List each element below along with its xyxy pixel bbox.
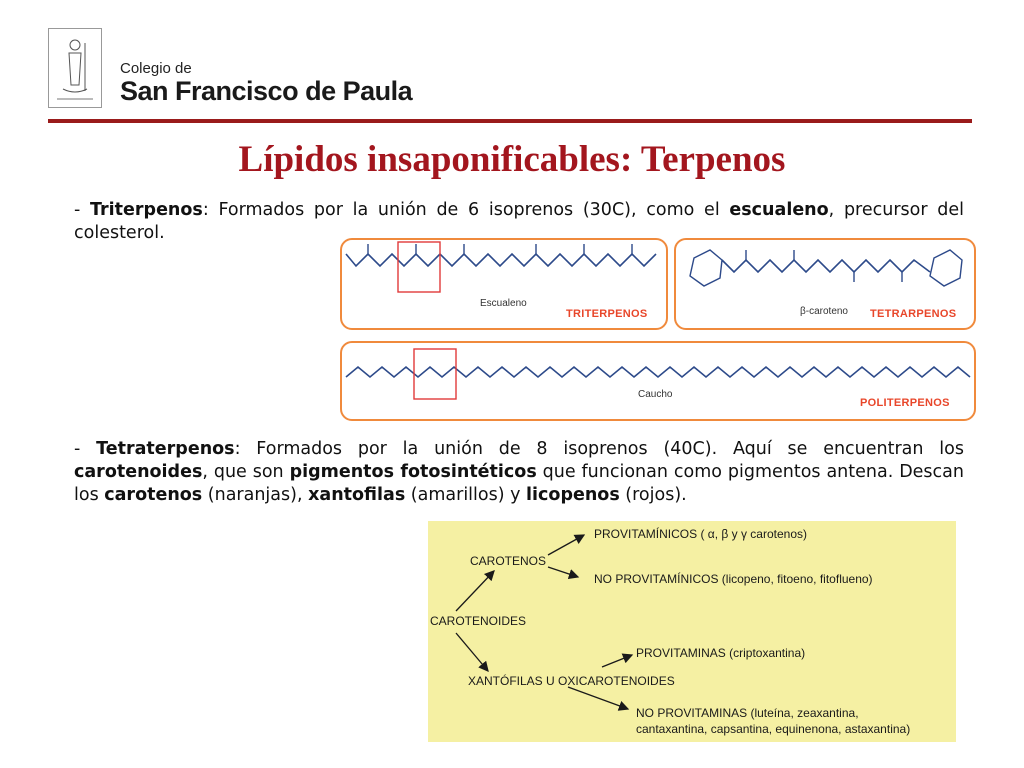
school-crest-icon (48, 28, 102, 108)
triterpenos-panel (340, 238, 668, 330)
term-xantofilas: xantofilas (308, 485, 406, 505)
molecule-name-beta-caroteno: β-caroteno (800, 306, 848, 317)
term-pigmentos: pigmentos fotosintéticos (289, 462, 537, 482)
term-tetraterpenos: Tetraterpenos (96, 439, 235, 459)
text-segment: (rojos). (619, 485, 687, 505)
text-segment: : Formados por la unión de 8 isoprenos (40C). Aquí se encuentran los (234, 439, 964, 459)
node-provitaminas: PROVITAMINAS (criptoxantina) (636, 646, 806, 660)
text-segment: , que son (202, 462, 290, 482)
header-divider (48, 119, 972, 123)
molecule-name-caucho: Caucho (638, 389, 673, 400)
tag-tetraterpenos: TETRARPENOS (870, 308, 957, 320)
text-segment: (amarillos) y (405, 485, 527, 505)
caucho-structure (342, 343, 978, 423)
node-xantofilas: XANTÓFILAS U OXICAROTENOIDES (468, 674, 675, 688)
school-name-line1: Colegio de (120, 60, 192, 77)
text-segment: , precursor del colesterol. (74, 200, 964, 243)
molecule-name-escualeno: Escualeno (480, 298, 527, 309)
node-no-provitaminas-line2: cantaxantina, capsantina, equinenona, astaxantina) (636, 722, 911, 736)
school-name-line2: San Francisco de Paula (120, 76, 413, 106)
node-carotenoides: CAROTENOIDES (430, 614, 527, 628)
term-carotenoides: carotenoides (74, 462, 203, 482)
politerpenos-panel (340, 341, 976, 421)
bullet-dash: - (74, 200, 91, 220)
node-no-provitaminicos: NO PROVITAMÍNICOS (licopeno, fitoeno, fitoflueno) (594, 572, 873, 586)
tetraterpenos-paragraph (74, 438, 964, 507)
text-segment: (naranjas), (202, 485, 309, 505)
text-segment: : Formados por la unión de 6 isoprenos (30C), como el (202, 200, 730, 220)
node-no-provitaminas-line1: NO PROVITAMINAS (luteína, zeaxantina, (636, 706, 859, 720)
term-carotenos: carotenos (104, 485, 203, 505)
term-triterpenos: Triterpenos (90, 200, 203, 220)
tag-politerpenos: POLITERPENOS (860, 397, 950, 409)
node-provitaminicos: PROVITAMÍNICOS ( α, β y γ carotenos) (594, 527, 807, 541)
bullet-dash: - (74, 439, 97, 459)
node-carotenos: CAROTENOS (470, 554, 547, 568)
tetraterpenos-panel (674, 238, 976, 330)
term-licopenos: licopenos (526, 485, 620, 505)
term-escualeno: escualeno (729, 200, 829, 220)
slide-title: Lípidos insaponificables: Terpenos (238, 139, 786, 180)
carotenoid-diagram (428, 521, 956, 742)
text-segment: que funcionan como pigmentos antena. Descan los (74, 462, 964, 505)
tag-triterpenos: TRITERPENOS (566, 308, 648, 320)
